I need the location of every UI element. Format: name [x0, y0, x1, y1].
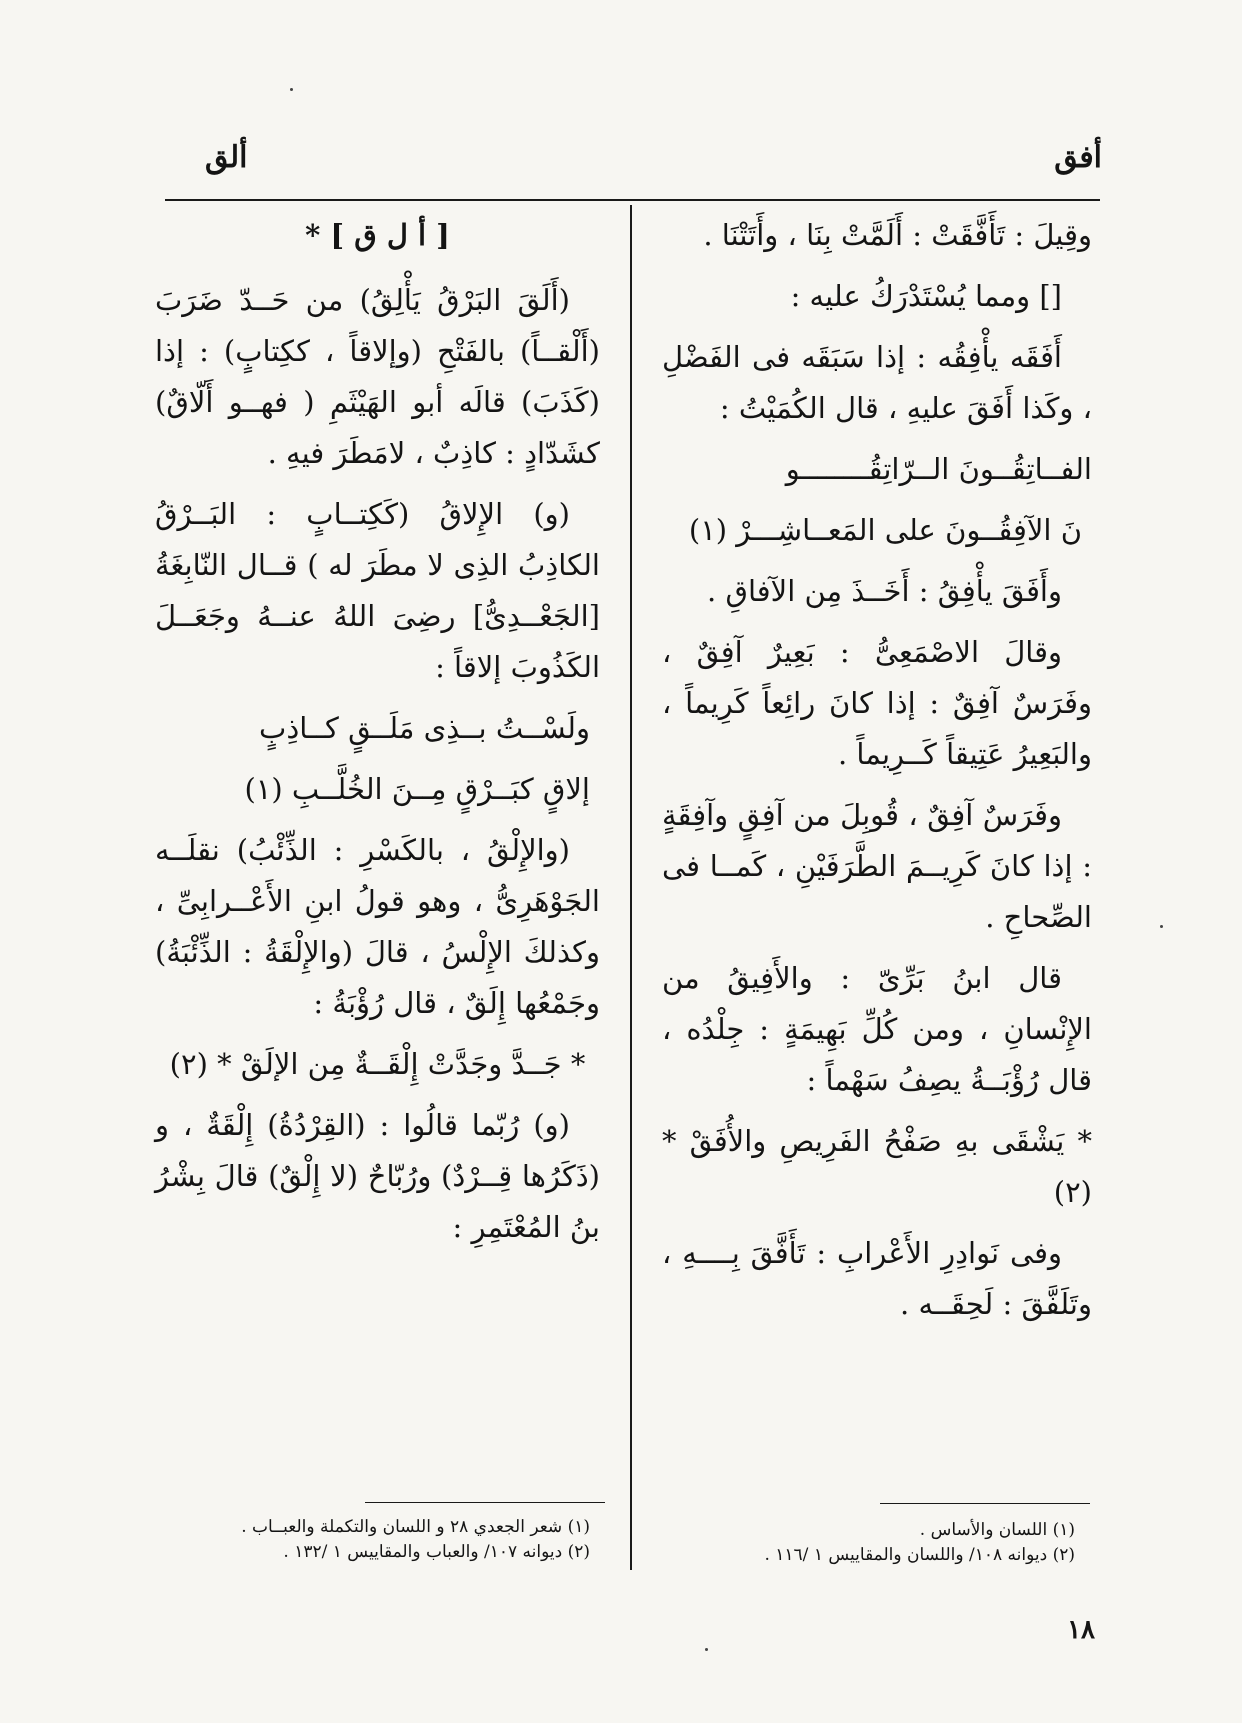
footnote: (١) شعر الجعدي ٢٨ و اللسان والتكملة والعبــاب . — [241, 1517, 590, 1537]
paragraph: وقِيلَ : تَأَفَّقَتْ : أَلَمَّتْ بِنَا ، وأَتَتْنَا . — [703, 218, 1092, 252]
entry-heading: [ أ ل ق ] * — [305, 218, 450, 252]
running-header-left: ألق — [205, 140, 248, 175]
footnotes-right — [700, 1518, 1075, 1568]
paragraph: وفى نَوادِرِ الأَعْرابِ : تَأَفَّقَ بِــــهِ ، وتَلَفَّقَ : لَحِقَــه . — [662, 1236, 1092, 1321]
scan-speck — [290, 88, 293, 91]
paragraph: (و) رُبّما قالُوا : (القِرْدُةُ) إِلْقَةٌ ، و (ذَكَرُها قِــرْدٌ) ورُبّاحٌ (لا إِلْقٌ) قالَ بِشْرُ بنُ المُعْتَمِرِ : — [155, 1108, 600, 1244]
footnote: (٢) ديوانه ١٠٧/ والعباب والمقاييس ١ /١٣٢ . — [283, 1542, 590, 1562]
paragraph: قال ابنُ بَرِّىّ : والأَفِيقُ من الإِنْسانِ ، ومن كُلِّ بَهِيمَةٍ : جِلْدُه ، قال رُؤْبَــةُ يصِفُ سَهْماً : — [662, 961, 1092, 1097]
scan-speck — [1160, 925, 1163, 928]
right-column — [662, 210, 1092, 1340]
running-header-right: أفق — [1054, 140, 1102, 175]
verse-line: الفــاتِقُــونَ الــرّاتِقُــــــــو — [785, 452, 1092, 486]
paragraph: (أَلَقَ البَرْقُ يَأْلِقُ) من حَــدّ ضَرَبَ (أَلْقــاً) بالفَتْحِ (وإلاقاً ، ككِتابٍ) : إذا (كَذَبَ) قالَه أبو الهَيْثَمِ ( فهــو أَلّاقٌ) كشَدّادٍ : كاذِبٌ ، لامَطَرَ فيهِ . — [155, 283, 600, 470]
page-number: ١٨ — [1067, 1615, 1095, 1645]
scan-speck — [705, 1648, 708, 1651]
verse-line: ولَسْــتُ بــذِى مَلَــقٍ كــاذِبٍ — [259, 711, 590, 745]
paragraph: [] ومما يُسْتَدْرَكُ عليه : — [790, 279, 1062, 313]
paragraph: وقالَ الاصْمَعِىُّ : بَعِيرٌ آفِقٌ ، وفَرَسٌ آفِقٌ : إذا كانَ رائِعاً كَرِيماً ، والبَعِيرُ عَتِيقاً كَــرِيماً . — [662, 635, 1092, 771]
paragraph: وفَرَسٌ آفِقٌ ، قُوبِلَ من آفِقٍ وآفِقَةٍ : إذا كانَ كَرِيــمَ الطَّرَفَيْنِ ، كَمــا فى الصِّحاحِ . — [662, 798, 1092, 934]
footnote: (١) اللسان والأساس . — [919, 1520, 1075, 1540]
verse-line: * جَــدَّ وجَدَّتْ إِلْقَــةٌ مِن الإلَقْ * (٢) — [169, 1047, 586, 1081]
verse-line: إلاقٍ كبَــرْقٍ مِــنَ الخُلَّــبِ (١) — [244, 772, 590, 806]
footnote-rule-left — [365, 1502, 605, 1503]
verse-line: * يَشْقَى بهِ صَفْحُ الفَرِيصِ والأُفَقْ * (٢) — [662, 1124, 1092, 1209]
header-rule — [165, 199, 1100, 201]
column-divider — [630, 205, 632, 1570]
paragraph: (والإِلْقُ ، بالكَسْرِ : الذِّئْبُ) نقلَــه الجَوْهَرِىُّ ، وهو قولُ ابنِ الأَعْــرابِىِّ ، وكذلكَ الإِلْسُ ، قالَ (والإِلْقَةُ : الذِّئْبَةُ) وجَمْعُها إِلَقٌ ، قال رُؤْبَةُ : — [155, 833, 600, 1020]
footnote-rule-right — [880, 1503, 1090, 1504]
footnote: (٢) ديوانه ١٠٨/ واللسان والمقاييس ١ /١١٦ . — [764, 1545, 1075, 1565]
left-column — [155, 210, 600, 1263]
paragraph: (و) الإِلاقُ (كَكِتــابٍ : البَــرْقُ الكاذِبُ الذِى لا مطَرَ له ) قــال النّابِغَةُ [الجَعْــدِىُّ] رضِىَ اللهُ عنــهُ وجَعَــلَ الكَذُوبَ إلاقاً : — [155, 497, 600, 684]
verse-line: نَ الآفِقُــونَ على المَعــاشِـــرْ (١) — [688, 513, 1082, 547]
paragraph: وأَفَقَ يأْفِقُ : أَخَــذَ مِن الآفاقِ . — [707, 574, 1062, 608]
footnotes-left — [165, 1515, 590, 1565]
paragraph: أَفَقَه يأْفِقُه : إذا سَبَقَه فى الفَضْلِ ، وكَذا أَفَقَ عليهِ ، قال الكُمَيْتُ : — [662, 340, 1092, 425]
